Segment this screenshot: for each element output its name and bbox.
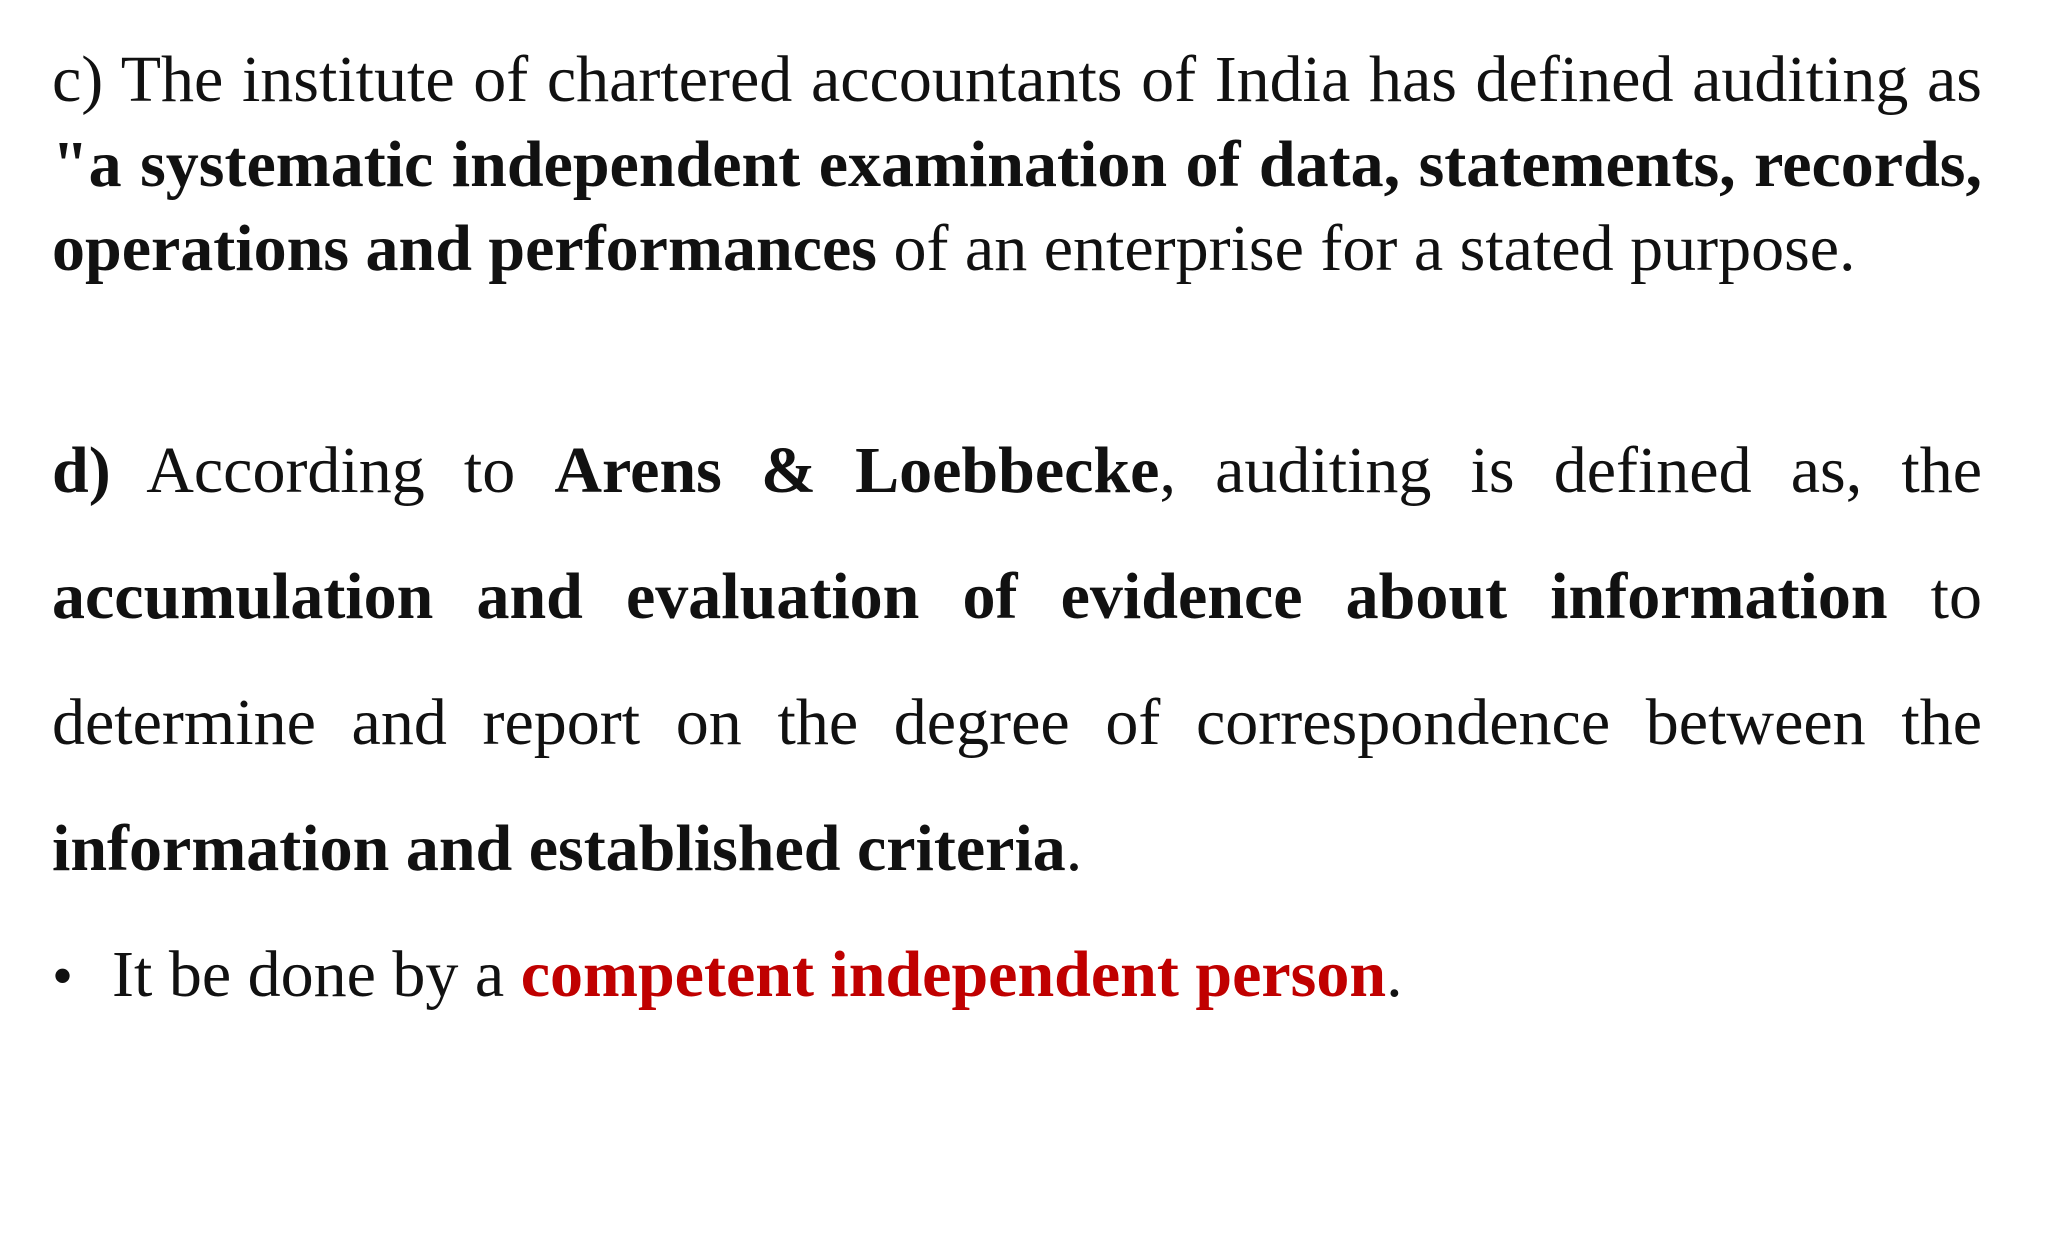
- bullet-glyph: •: [52, 942, 74, 1009]
- definition-c-suffix: of an enterprise for a stated purpose.: [876, 212, 1856, 285]
- definition-d-end: .: [1065, 811, 1083, 885]
- bullet-highlight: competent independent person: [520, 937, 1387, 1011]
- definition-d-bold-part2: information and established criteria: [52, 811, 1066, 885]
- definition-c-bold-text: "a systematic independent examination of data, statements, records, operations and performances: [52, 127, 1982, 285]
- bullet-item: [52, 912, 1982, 1039]
- definition-c-paragraph: [52, 38, 1982, 292]
- definition-d-middle: , auditing is defined as, the: [1159, 433, 1983, 507]
- definition-d-middle2: to determine and report on the degree of correspondence between the: [52, 559, 1983, 759]
- definition-d-label: d): [52, 433, 111, 507]
- bullet-lead: It be done by a: [112, 937, 521, 1011]
- definition-d-paragraph: [52, 408, 1982, 912]
- definition-d-intro: According to: [110, 433, 555, 507]
- definition-c-prefix: c) The institute of chartered accountants of India has defined auditing as: [52, 43, 1982, 116]
- bullet-end: .: [1386, 937, 1403, 1011]
- slide-content: [52, 38, 1982, 1039]
- definition-d-bold-part1: accumulation and evaluation of evidence about information: [52, 559, 1888, 633]
- definition-d-authors: Arens & Loebbecke: [554, 433, 1160, 507]
- bullet-text: [112, 912, 1403, 1038]
